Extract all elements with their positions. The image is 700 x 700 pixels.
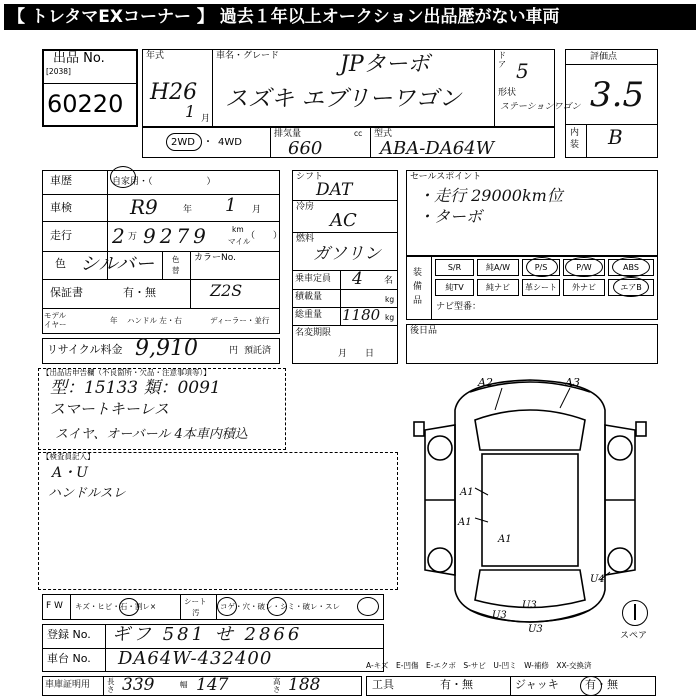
history-label: 車歴 — [50, 174, 72, 187]
divider — [586, 124, 587, 158]
mileage-km: km — [232, 225, 244, 234]
name-change-unit: 月 日 — [338, 349, 375, 359]
equip-airbag: エアB — [608, 279, 654, 296]
divider — [42, 251, 280, 252]
tools-value: 有・無 — [440, 678, 473, 691]
divider — [162, 251, 163, 279]
drive-sep: ・ — [203, 137, 213, 148]
score-value: 3.5 — [590, 75, 645, 115]
diagram-mark-u4: U4 — [590, 574, 605, 585]
divider — [42, 194, 280, 195]
length-label: 長さ — [107, 677, 115, 694]
jack-label: ジャッキ — [515, 678, 559, 691]
divider — [42, 221, 280, 222]
fuel-label: 燃料 — [296, 234, 315, 244]
diagram-mark-u3-c: U3 — [528, 624, 543, 635]
jack-value: 有・無 — [585, 678, 618, 691]
weight-value: 1180 — [342, 306, 381, 324]
chassis-value: DA64W-432400 — [118, 648, 273, 669]
capacity-value: 4 — [352, 269, 363, 289]
divider — [292, 325, 398, 326]
circle-seat-yabure — [267, 597, 287, 616]
fw-items: キズ・ヒビ・石・割レ× — [75, 602, 157, 611]
history-value: 自家用・（ ） — [112, 177, 216, 187]
ac-label: 冷房 — [296, 202, 315, 212]
year-month: 1 — [185, 102, 196, 121]
color-code-label: カラーNo. — [194, 253, 236, 263]
shape-label: 形状 — [498, 88, 517, 98]
divider — [180, 594, 181, 620]
divider — [105, 624, 106, 672]
equip-ext-navi: 外ナビ — [563, 279, 605, 296]
recycle-unit: 円 — [229, 346, 239, 356]
inspection-label: 車検 — [50, 201, 72, 214]
seller-notes-line1: 型：15133 類：0091 — [50, 378, 221, 398]
circle-abs — [612, 257, 650, 277]
chassis-label: 車台 No. — [47, 652, 91, 665]
inspection-month-unit: 月 — [252, 205, 262, 215]
divider — [190, 251, 191, 279]
type-label: 型式 — [374, 129, 393, 139]
lot-label: 出品 No. — [53, 51, 105, 66]
color-label: 色 — [55, 257, 66, 270]
color-code: Z2S — [210, 281, 243, 300]
year-month-unit: 月 — [201, 114, 211, 124]
height-value: 188 — [288, 675, 321, 695]
fuel-value: ガソリン — [313, 244, 381, 264]
registration-value: ギフ 581 せ 2866 — [112, 624, 303, 645]
equip-ps: P/S — [522, 259, 560, 276]
mileage-mile: マイル — [228, 237, 251, 246]
inspector-notes-line2: ハンドルスレ — [48, 486, 126, 501]
width-label: 幅 — [180, 680, 188, 689]
dealer-type: ディーラー・並行 — [210, 316, 270, 325]
seller-notes-label: 【出品店申告欄（不良箇所・欠品・注意事項等）】 — [42, 368, 211, 377]
divider — [42, 279, 280, 280]
diagram-mark-a1-b: A1 — [458, 517, 472, 528]
divider — [44, 83, 136, 84]
mileage-label: 走行 — [50, 229, 72, 242]
load-unit: kg — [385, 295, 395, 304]
header-title: 【 トレタマEXコーナー 】 過去１年以上オークション出品歴がない車両 — [8, 7, 560, 27]
circle-seat-sure — [357, 597, 379, 616]
divider — [510, 676, 511, 696]
equipment-label: 装備品 — [413, 268, 423, 306]
score-label: 評価点 — [590, 52, 618, 62]
model-year-label: モデル イヤー — [44, 311, 67, 329]
circle-ps — [526, 257, 558, 277]
handle-position: ハンドル 左・右 — [127, 316, 182, 325]
inspection-value: R9 — [130, 195, 158, 219]
diagram-mark-a1-a: A1 — [460, 487, 474, 498]
cert-label: 車庫証明用 — [45, 680, 91, 690]
recycle-value: 9,910 — [135, 336, 198, 361]
divider — [494, 49, 495, 127]
equip-navi: 純ナビ — [477, 279, 519, 296]
load-label: 積載量 — [295, 292, 323, 302]
model-year-unit: 年 — [110, 316, 118, 325]
registration-label: 登録 No. — [47, 628, 91, 641]
diagram-mark-u3-a: U3 — [522, 600, 537, 611]
inspection-month: 1 — [225, 195, 237, 216]
mileage-man-unit: 万 — [128, 232, 138, 242]
diagram-mark-a2: A2 — [478, 376, 493, 389]
equip-pw: P/W — [563, 259, 605, 276]
inspector-notes-label: 【検査員記入】 — [42, 452, 95, 461]
equip-alloy: 純A/W — [477, 259, 519, 276]
recycle-label: リサイクル料金 — [47, 343, 123, 356]
divider — [292, 232, 398, 233]
equip-leather: 革シート — [522, 279, 560, 296]
weight-label: 総重量 — [295, 310, 323, 320]
divider — [292, 200, 398, 201]
later-items-box — [406, 324, 658, 364]
inspector-notes-box — [38, 452, 398, 590]
lot-sub: [2038] — [46, 67, 71, 76]
car-diagram — [400, 370, 660, 650]
model-label: 車名・グレード — [216, 51, 280, 61]
drive-4wd: 4WD — [218, 137, 242, 148]
tools-label: 工具 — [372, 678, 394, 691]
divider — [70, 594, 71, 620]
circle-pw — [565, 257, 603, 277]
shift-label: シフト — [296, 172, 324, 182]
history-circle — [110, 166, 136, 188]
warranty-label: 保証書 — [50, 286, 83, 299]
seller-notes-line2: スマートキーレス — [50, 400, 169, 418]
divider — [292, 289, 398, 290]
seat-label: シート — [184, 597, 207, 606]
divider — [565, 64, 658, 65]
seat-items: コゲ・穴・破レ・シミ・破レ・スレ — [220, 602, 340, 611]
drive-2wd: 2WD — [171, 137, 195, 148]
divider — [42, 308, 280, 309]
spare-mark — [634, 604, 636, 620]
diagram-mark-u3-b: U3 — [492, 610, 507, 621]
color-change: 色替 — [172, 255, 180, 275]
capacity-label: 乗車定員 — [295, 274, 332, 284]
length-value: 339 — [122, 675, 155, 695]
divider — [190, 279, 191, 308]
equip-sr: S/R — [435, 259, 474, 276]
name-change-label: 名変期限 — [295, 328, 332, 338]
displacement-value: 660 — [288, 138, 323, 159]
equip-abs: ABS — [608, 259, 654, 276]
divider — [431, 256, 432, 320]
divider — [370, 127, 371, 158]
divider — [212, 49, 213, 127]
divider — [340, 270, 341, 325]
circle-seat-koge — [217, 597, 237, 616]
capacity-unit: 名 — [384, 276, 394, 286]
model-name: スズキ エブリーワゴン — [225, 86, 462, 112]
mileage-man: 2 — [112, 224, 125, 248]
diagram-mark-a1-c: A1 — [498, 534, 512, 545]
fw-label: F W — [46, 601, 63, 611]
height-label: 高さ — [273, 677, 281, 694]
recycle-note: 預託済 — [244, 346, 272, 356]
lot-number: 60220 — [47, 90, 124, 118]
displacement-unit: cc — [354, 129, 363, 138]
shape-value: ステーションワゴン — [500, 102, 581, 112]
ac-value: AC — [330, 210, 357, 231]
weight-unit: kg — [385, 313, 395, 322]
spare-label: スペア — [620, 631, 648, 641]
doors-label: ドア — [498, 51, 506, 69]
inspector-notes-line1: A・U — [52, 465, 88, 481]
year-label: 年式 — [146, 51, 165, 61]
circle-airbag — [613, 277, 649, 297]
year-era: H26 — [150, 80, 198, 105]
shift-value: DAT — [316, 180, 353, 200]
warranty-value: 有・無 — [123, 286, 156, 299]
color-value: シルバー — [80, 253, 155, 275]
seller-notes-line3: スイヤ、オーバール 4本車内積込 — [55, 427, 248, 442]
later-items-label: 後日品 — [410, 326, 438, 336]
diagram-mark-a3: A3 — [565, 376, 580, 389]
inspection-year-unit: 年 — [183, 205, 193, 215]
navi-model-label: ナビ型番： — [436, 302, 482, 312]
sales-label: セールスポイント — [410, 172, 482, 182]
model-grade: JPターボ — [340, 52, 430, 77]
equip-tv: 純TV — [435, 279, 474, 296]
circle-jack-yes — [580, 676, 602, 696]
sales-line1: ・走行 29000km位 — [418, 186, 563, 205]
damage-legend: A-キズ E-凹傷 E-エクボ S-サビ U-凹ミ W-補修 XX-交換済 — [366, 661, 592, 670]
interior-value: B — [608, 125, 623, 149]
displacement-label: 排気量 — [274, 129, 302, 139]
divider — [103, 676, 104, 696]
mileage-paren: （ ） — [246, 231, 283, 241]
doors-value: 5 — [516, 59, 529, 83]
seat-sub: 汚 — [192, 608, 200, 617]
divider — [292, 270, 398, 271]
mileage-rest: 9279 — [143, 224, 210, 248]
type-value: ABA-DA64W — [380, 138, 495, 159]
divider — [270, 127, 271, 158]
interior-label: 内装 — [570, 128, 580, 150]
width-value: 147 — [196, 675, 229, 695]
sales-line2: ・ターボ — [418, 207, 483, 226]
circle-fw-ishi — [119, 598, 139, 616]
